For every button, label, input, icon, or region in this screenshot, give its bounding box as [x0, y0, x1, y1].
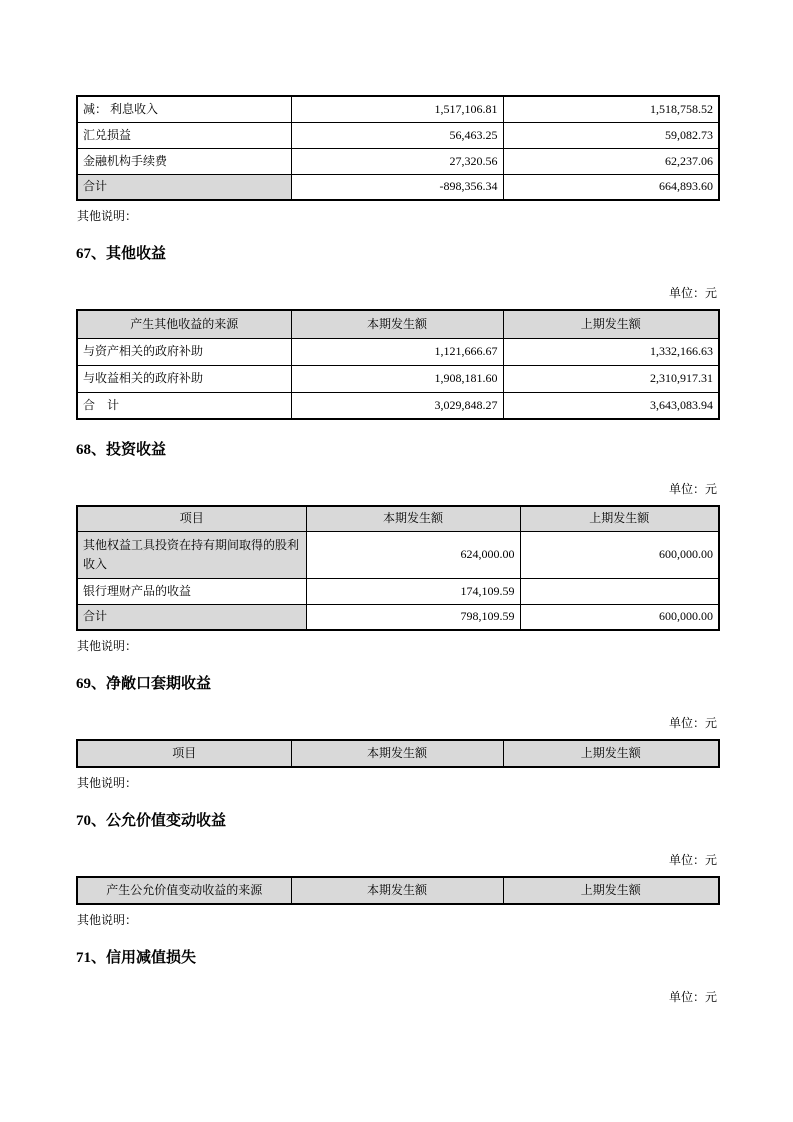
column-header-source: 产生公允价值变动收益的来源: [77, 877, 291, 904]
current-amount-cell: 174,109.59: [306, 578, 520, 604]
column-header-source: 项目: [77, 506, 306, 531]
column-header-source: 产生其他收益的来源: [77, 310, 291, 338]
header-row: [77, 877, 719, 904]
page-content: [76, 0, 718, 1013]
prior-amount-cell: 600,000.00: [520, 531, 719, 578]
unit-label: 单位：元: [668, 482, 717, 496]
prior-amount-cell: 600,000.00: [520, 604, 719, 630]
table-row: [77, 338, 719, 365]
item-cell: 与收益相关的政府补助: [77, 365, 291, 392]
other-note: 其他说明：: [77, 209, 138, 223]
header-row: [77, 506, 719, 531]
prior-amount-cell: 1,518,758.52: [503, 96, 719, 122]
table-row: [77, 365, 719, 392]
prior-amount-cell: [520, 578, 719, 604]
other-note: 其他说明：: [77, 776, 138, 790]
unit-label: 单位：元: [668, 853, 717, 867]
current-amount-cell: 56,463.25: [291, 122, 503, 148]
section-title-67: 67、其他收益: [76, 246, 167, 262]
item-cell: 与资产相关的政府补助: [77, 338, 291, 365]
item-cell: 其他权益工具投资在持有期间取得的股利收入: [77, 531, 306, 578]
other-note: 其他说明：: [77, 913, 138, 927]
current-amount-cell: 3,029,848.27: [291, 392, 503, 419]
section-title-71: 71、信用减值损失: [76, 950, 197, 966]
prior-amount-cell: 664,893.60: [503, 174, 719, 200]
prior-amount-cell: 3,643,083.94: [503, 392, 719, 419]
current-amount-cell: 1,121,666.67: [291, 338, 503, 365]
current-amount-cell: 624,000.00: [306, 531, 520, 578]
section-title-70: 70、公允价值变动收益: [76, 813, 227, 829]
item-cell: 银行理财产品的收益: [77, 578, 306, 604]
column-header-current: 本期发生额: [306, 506, 520, 531]
column-header-current: 本期发生额: [291, 310, 503, 338]
total-row: [77, 174, 719, 200]
other-income-table: [76, 309, 720, 420]
column-header-current: 本期发生额: [291, 740, 503, 767]
column-header-current: 本期发生额: [291, 877, 503, 904]
total-label-cell: 合计: [77, 604, 306, 630]
unit-label: 单位：元: [668, 716, 717, 730]
table-row: [77, 122, 719, 148]
current-amount-cell: 27,320.56: [291, 148, 503, 174]
item-cell: 汇兑损益: [77, 122, 291, 148]
prior-amount-cell: 1,332,166.63: [503, 338, 719, 365]
item-cell: 金融机构手续费: [77, 148, 291, 174]
item-cell: 减： 利息收入: [77, 96, 291, 122]
current-amount-cell: 1,517,106.81: [291, 96, 503, 122]
table-row: [77, 578, 719, 604]
column-header-prior: 上期发生额: [503, 740, 719, 767]
column-header-prior: 上期发生额: [503, 310, 719, 338]
column-header-prior: 上期发生额: [503, 877, 719, 904]
current-amount-cell: 1,908,181.60: [291, 365, 503, 392]
table-row: [77, 148, 719, 174]
net-hedge-income-table: [76, 739, 720, 768]
other-note: 其他说明：: [77, 639, 138, 653]
section-title-69: 69、净敞口套期收益: [76, 676, 212, 692]
financial-expense-table: [76, 95, 720, 201]
total-row: [77, 392, 719, 419]
current-amount-cell: 798,109.59: [306, 604, 520, 630]
section-title-68: 68、投资收益: [76, 442, 167, 458]
prior-amount-cell: 62,237.06: [503, 148, 719, 174]
unit-label: 单位：元: [668, 990, 717, 1004]
prior-amount-cell: 59,082.73: [503, 122, 719, 148]
column-header-source: 项目: [77, 740, 291, 767]
investment-income-table: [76, 505, 720, 631]
header-row: [77, 310, 719, 338]
header-row: [77, 740, 719, 767]
total-row: [77, 604, 719, 630]
table-row: [77, 96, 719, 122]
current-amount-cell: -898,356.34: [291, 174, 503, 200]
unit-label: 单位：元: [668, 286, 717, 300]
total-label-cell: 合计: [77, 174, 291, 200]
total-label-cell: 合 计: [77, 392, 291, 419]
prior-amount-cell: 2,310,917.31: [503, 365, 719, 392]
table-row: [77, 531, 719, 578]
fair-value-change-table: [76, 876, 720, 905]
column-header-prior: 上期发生额: [520, 506, 719, 531]
